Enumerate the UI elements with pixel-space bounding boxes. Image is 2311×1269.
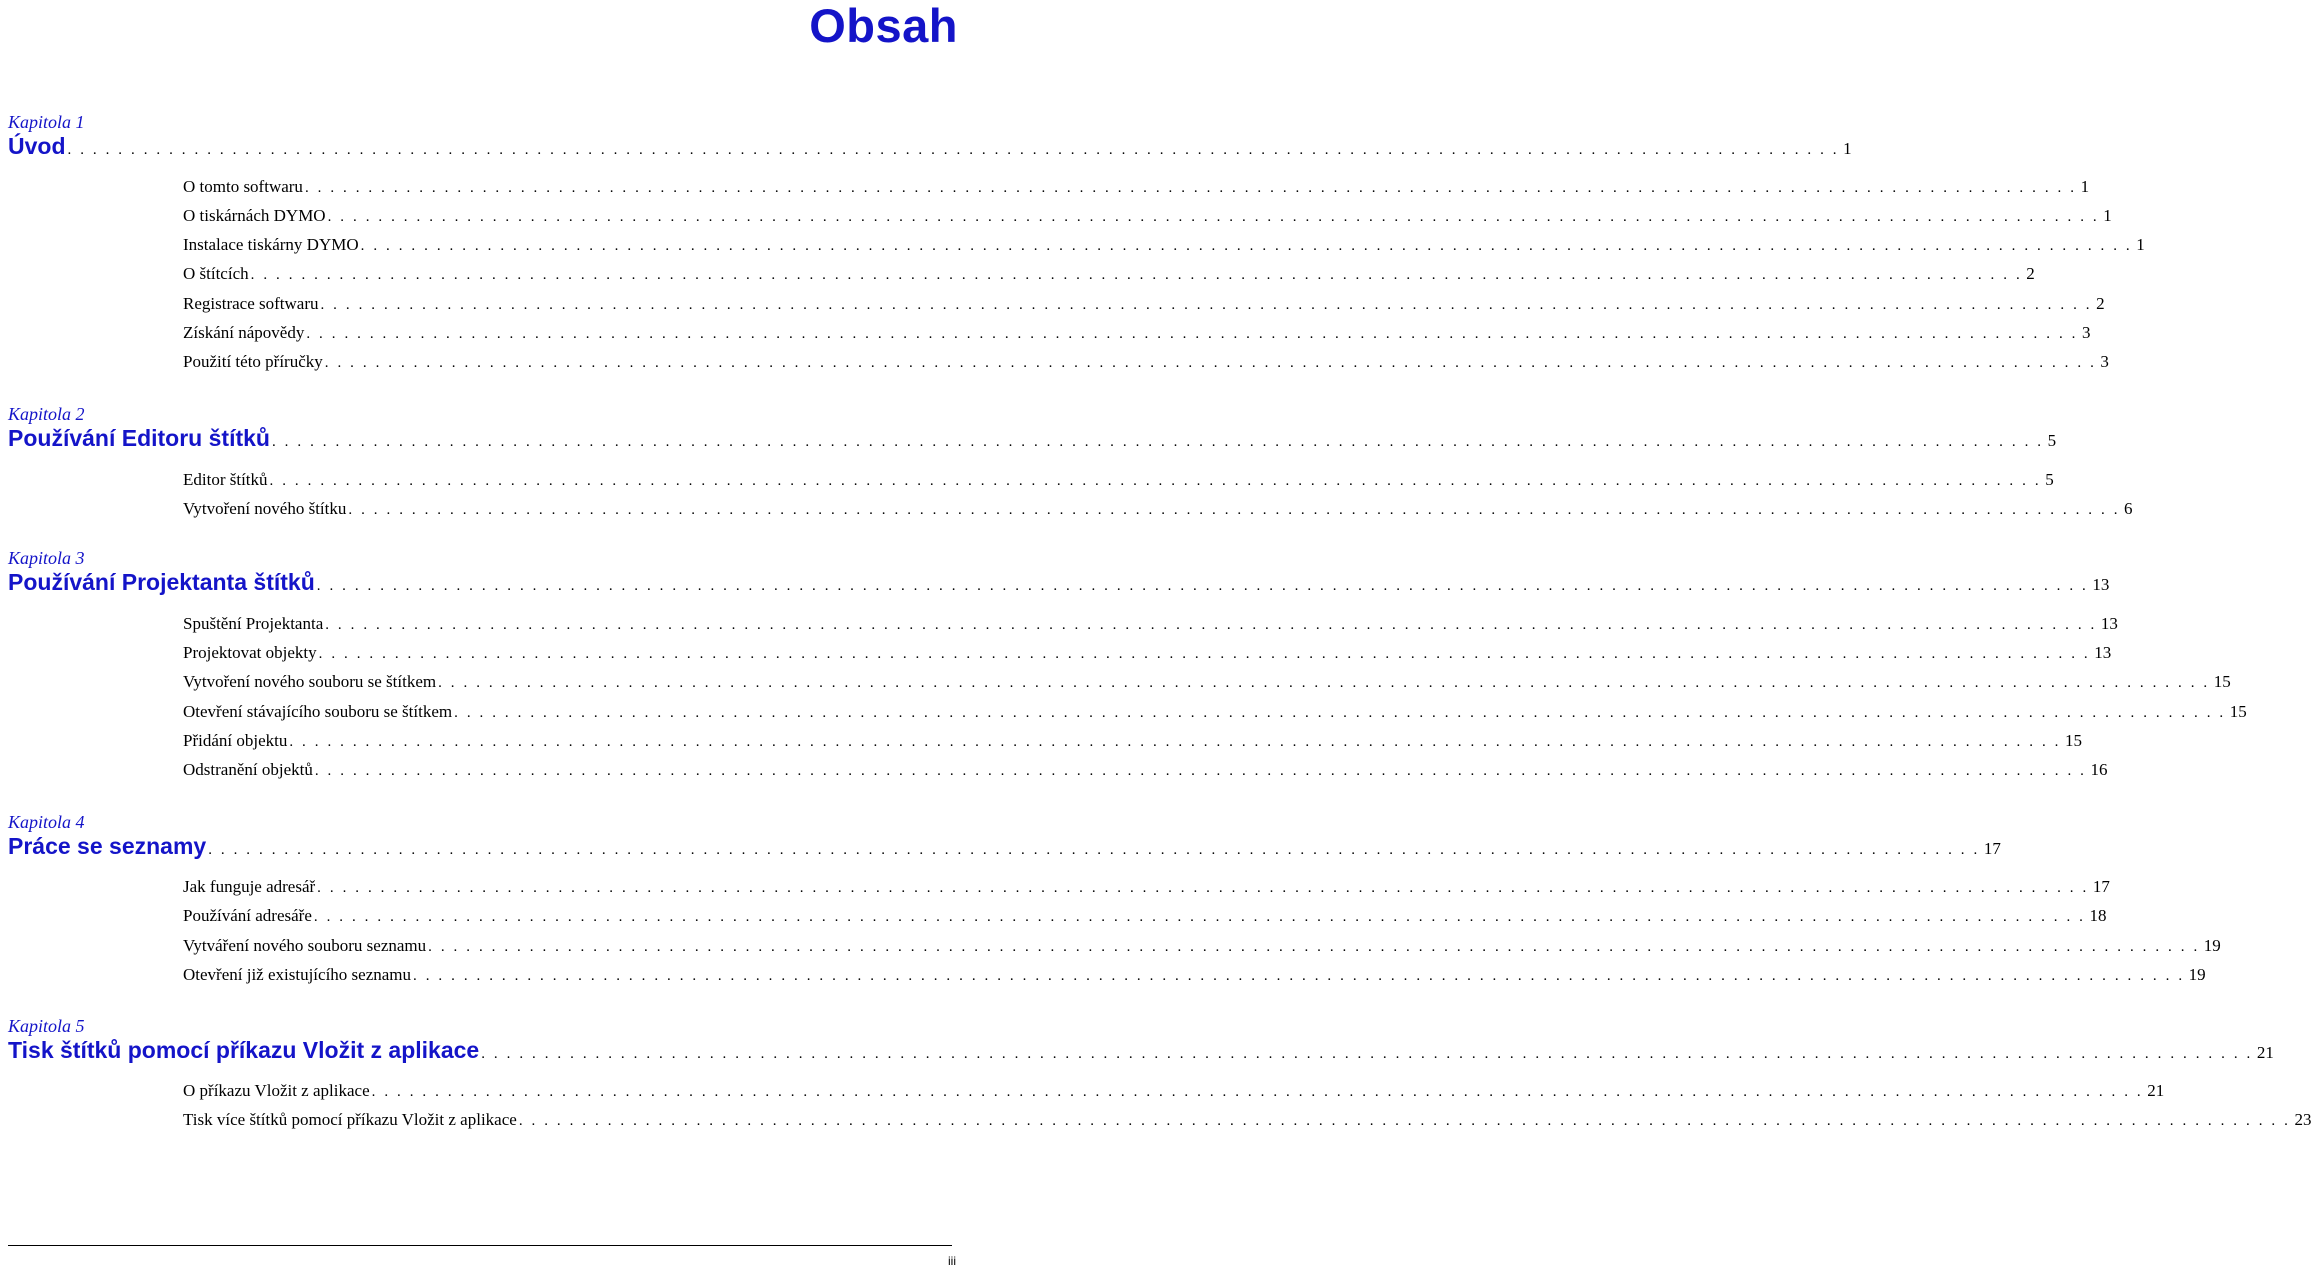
toc-chapter-entry[interactable] [8,1036,2274,1064]
section-page-number: 1 [2136,235,2145,254]
section-page-number: 17 [2092,877,2110,896]
dot-leader: . . . . . . . . . . . . . . . . . . . . . . . . . . . . . . . . . . . . . . . . . . . . . . . . . . . . . . . . . . . . . . . . . . . . . . . . . . . . . . . . . . . . . . . . . . . . . . . . . . . . . . . . . . . . . . . . . . . . . . . . . . . . . . . . . . . . . . . . . . . . [481,1046,2253,1062]
toc-section-entry[interactable] [183,904,2107,928]
chapter-label: Kapitola 3 [8,548,85,568]
section-page-number: 3 [2100,352,2109,371]
section-title: O tiskárnách DYMO [183,206,326,225]
chapter-label: Kapitola 4 [8,812,85,832]
chapter-title: Úvod [8,133,66,159]
section-page-number: 13 [2100,614,2118,633]
section-page-number: 21 [2147,1081,2165,1100]
section-title: Spuštění Projektanta [183,614,324,633]
toc-section-entry[interactable] [183,292,2105,316]
chapter-title: Tisk štítků pomocí příkazu Vložit z aplikace [8,1037,480,1063]
dot-leader: . . . . . . . . . . . . . . . . . . . . . . . . . . . . . . . . . . . . . . . . . . . . . . . . . . . . . . . . . . . . . . . . . . . . . . . . . . . . . . . . . . . . . . . . . . . . . . . . . . . . . . . . . . . . . . . . . . . . . . . . . . . . . . . . . . . . . . . . . . . . [314,763,2087,779]
dot-leader: . . . . . . . . . . . . . . . . . . . . . . . . . . . . . . . . . . . . . . . . . . . . . . . . . . . . . . . . . . . . . . . . . . . . . . . . . . . . . . . . . . . . . . . . . . . . . . . . . . . . . . . . . . . . . . . . . . . . . . . . . . . . . . . . . . . . . . . . . . . . [318,646,2091,662]
dot-leader: . . . . . . . . . . . . . . . . . . . . . . . . . . . . . . . . . . . . . . . . . . . . . . . . . . . . . . . . . . . . . . . . . . . . . . . . . . . . . . . . . . . . . . . . . . . . . . . . . . . . . . . . . . . . . . . . . . . . . . . . . . . . . . . . . . . . . . . . . . . . [250,267,2023,283]
section-title: O štítcích [183,264,249,283]
section-title: O tomto softwaru [183,177,303,196]
dot-leader: . . . . . . . . . . . . . . . . . . . . . . . . . . . . . . . . . . . . . . . . . . . . . . . . . . . . . . . . . . . . . . . . . . . . . . . . . . . . . . . . . . . . . . . . . . . . . . . . . . . . . . . . . . . . . . . . . . . . . . . . . . . . . . . . . . . . . . . . . . . . [208,842,1980,858]
toc-chapter-entry[interactable] [8,424,2057,452]
dot-leader: . . . . . . . . . . . . . . . . . . . . . . . . . . . . . . . . . . . . . . . . . . . . . . . . . . . . . . . . . . . . . . . . . . . . . . . . . . . . . . . . . . . . . . . . . . . . . . . . . . . . . . . . . . . . . . . . . . . . . . . . . . . . . . . . . . . . . . . . . . . . [317,880,2089,896]
chapter-page-number: 17 [1983,839,2001,858]
dot-leader: . . . . . . . . . . . . . . . . . . . . . . . . . . . . . . . . . . . . . . . . . . . . . . . . . . . . . . . . . . . . . . . . . . . . . . . . . . . . . . . . . . . . . . . . . . . . . . . . . . . . . . . . . . . . . . . . . . . . . . . . . . . . . . . . . . . . . . . . . . . . [327,209,2100,225]
section-title: Odstranění objektů [183,760,313,779]
toc-section-entry[interactable] [183,233,2145,257]
chapter-title: Používání Editoru štítků [8,425,270,451]
dot-leader: . . . . . . . . . . . . . . . . . . . . . . . . . . . . . . . . . . . . . . . . . . . . . . . . . . . . . . . . . . . . . . . . . . . . . . . . . . . . . . . . . . . . . . . . . . . . . . . . . . . . . . . . . . . . . . . . . . . . . . . . . . . . . . . . . . . . . . . . . . . . [324,355,2097,371]
section-title: Tisk více štítků pomocí příkazu Vložit z aplikace [183,1110,517,1129]
toc-section-entry[interactable] [183,1108,2311,1132]
toc-section-entry[interactable] [183,468,2054,492]
toc-section-entry[interactable] [183,934,2221,958]
dot-leader: . . . . . . . . . . . . . . . . . . . . . . . . . . . . . . . . . . . . . . . . . . . . . . . . . . . . . . . . . . . . . . . . . . . . . . . . . . . . . . . . . . . . . . . . . . . . . . . . . . . . . . . . . . . . . . . . . . . . . . . . . . . . . . . . . . . . . . . . . . . . [320,297,2093,313]
section-title: Přidání objektu [183,731,288,750]
dot-leader: . . . . . . . . . . . . . . . . . . . . . . . . . . . . . . . . . . . . . . . . . . . . . . . . . . . . . . . . . . . . . . . . . . . . . . . . . . . . . . . . . . . . . . . . . . . . . . . . . . . . . . . . . . . . . . . . . . . . . . . . . . . . . . . . . . . . . . . . . . . . [454,705,2226,721]
section-page-number: 5 [2045,470,2054,489]
dot-leader: . . . . . . . . . . . . . . . . . . . . . . . . . . . . . . . . . . . . . . . . . . . . . . . . . . . . . . . . . . . . . . . . . . . . . . . . . . . . . . . . . . . . . . . . . . . . . . . . . . . . . . . . . . . . . . . . . . . . . . . . . . . . . . . . . . . . . . . . . . . . [413,968,2185,984]
section-page-number: 19 [2188,965,2206,984]
section-page-number: 23 [2294,1110,2311,1129]
section-page-number: 3 [2082,323,2091,342]
chapter-label: Kapitola 5 [8,1016,85,1036]
toc-section-entry[interactable] [183,204,2112,228]
dot-leader: . . . . . . . . . . . . . . . . . . . . . . . . . . . . . . . . . . . . . . . . . . . . . . . . . . . . . . . . . . . . . . . . . . . . . . . . . . . . . . . . . . . . . . . . . . . . . . . . . . . . . . . . . . . . . . . . . . . . . . . . . . . . . . . . . . . . . . . . . . . . [269,473,2042,489]
toc-section-entry[interactable] [183,497,2133,521]
dot-leader: . . . . . . . . . . . . . . . . . . . . . . . . . . . . . . . . . . . . . . . . . . . . . . . . . . . . . . . . . . . . . . . . . . . . . . . . . . . . . . . . . . . . . . . . . . . . . . . . . . . . . . . . . . . . . . . . . . . . . . . . . . . . . . . . . . . . . . . . . . . . [360,238,2133,254]
toc-section-entry[interactable] [183,641,2112,665]
section-page-number: 6 [2124,499,2133,518]
chapter-title: Práce se seznamy [8,833,207,859]
section-page-number: 2 [2096,294,2105,313]
section-page-number: 16 [2090,760,2108,779]
dot-leader: . . . . . . . . . . . . . . . . . . . . . . . . . . . . . . . . . . . . . . . . . . . . . . . . . . . . . . . . . . . . . . . . . . . . . . . . . . . . . . . . . . . . . . . . . . . . . . . . . . . . . . . . . . . . . . . . . . . . . . . . . . . . . . . . . . . . . . . . . . . . [289,734,2062,750]
chapter-label: Kapitola 1 [8,112,85,132]
section-title: O příkazu Vložit z aplikace [183,1081,370,1100]
dot-leader: . . . . . . . . . . . . . . . . . . . . . . . . . . . . . . . . . . . . . . . . . . . . . . . . . . . . . . . . . . . . . . . . . . . . . . . . . . . . . . . . . . . . . . . . . . . . . . . . . . . . . . . . . . . . . . . . . . . . . . . . . . . . . . . . . . . . . . . . . . . . [518,1113,2291,1129]
section-page-number: 13 [2094,643,2112,662]
dot-leader: . . . . . . . . . . . . . . . . . . . . . . . . . . . . . . . . . . . . . . . . . . . . . . . . . . . . . . . . . . . . . . . . . . . . . . . . . . . . . . . . . . . . . . . . . . . . . . . . . . . . . . . . . . . . . . . . . . . . . . . . . . . . . . . . . . . . . . . . . . . . [271,434,2044,450]
section-title: Otevření stávajícího souboru se štítkem [183,702,453,721]
toc-chapter-entry[interactable] [8,568,2110,596]
dot-leader: . . . . . . . . . . . . . . . . . . . . . . . . . . . . . . . . . . . . . . . . . . . . . . . . . . . . . . . . . . . . . . . . . . . . . . . . . . . . . . . . . . . . . . . . . . . . . . . . . . . . . . . . . . . . . . . . . . . . . . . . . . . . . . . . . . . . . . . . . . . . [348,502,2121,518]
section-title: Jak funguje adresář [183,877,316,896]
chapter-page-number: 21 [2256,1043,2274,1062]
chapter-title: Používání Projektanta štítků [8,569,315,595]
section-page-number: 15 [2213,672,2231,691]
section-title: Vytvoření nového souboru se štítkem [183,672,437,691]
section-page-number: 1 [2103,206,2112,225]
dot-leader: . . . . . . . . . . . . . . . . . . . . . . . . . . . . . . . . . . . . . . . . . . . . . . . . . . . . . . . . . . . . . . . . . . . . . . . . . . . . . . . . . . . . . . . . . . . . . . . . . . . . . . . . . . . . . . . . . . . . . . . . . . . . . . . . . . . . . . . . . . . . [306,326,2078,342]
section-page-number: 1 [2080,177,2090,196]
toc-section-entry[interactable] [183,175,2090,199]
toc-chapter-entry[interactable] [8,832,2001,860]
section-title: Použití této příručky [183,352,323,371]
section-title: Registrace softwaru [183,294,319,313]
chapter-page-number: 5 [2047,431,2057,450]
dot-leader: . . . . . . . . . . . . . . . . . . . . . . . . . . . . . . . . . . . . . . . . . . . . . . . . . . . . . . . . . . . . . . . . . . . . . . . . . . . . . . . . . . . . . . . . . . . . . . . . . . . . . . . . . . . . . . . . . . . . . . . . . . . . . . . . . . . . . . . . . . . . [304,180,2077,196]
toc-section-entry[interactable] [183,670,2231,694]
section-title: Otevření již existujícího seznamu [183,965,412,984]
toc-section-entry[interactable] [183,612,2118,636]
toc-section-entry[interactable] [183,729,2083,753]
dot-leader: . . . . . . . . . . . . . . . . . . . . . . . . . . . . . . . . . . . . . . . . . . . . . . . . . . . . . . . . . . . . . . . . . . . . . . . . . . . . . . . . . . . . . . . . . . . . . . . . . . . . . . . . . . . . . . . . . . . . . . . . . . . . . . . . . . . . . . . . . . . . [316,578,2089,594]
toc-section-entry[interactable] [183,758,2108,782]
toc-section-entry[interactable] [183,321,2091,345]
toc-section-entry[interactable] [183,262,2035,286]
section-title: Vytváření nového souboru seznamu [183,936,427,955]
section-page-number: 15 [2229,702,2247,721]
section-title: Projektovat objekty [183,643,317,662]
page-number: iii [948,1254,956,1268]
toc-section-entry[interactable] [183,963,2206,987]
dot-leader: . . . . . . . . . . . . . . . . . . . . . . . . . . . . . . . . . . . . . . . . . . . . . . . . . . . . . . . . . . . . . . . . . . . . . . . . . . . . . . . . . . . . . . . . . . . . . . . . . . . . . . . . . . . . . . . . . . . . . . . . . . . . . . . . . . . . . . . . . . . . [67,142,1840,158]
toc-chapter-entry[interactable] [8,132,1852,160]
chapter-page-number: 1 [1843,139,1852,158]
section-page-number: 19 [2203,936,2221,955]
toc-section-entry[interactable] [183,700,2247,724]
dot-leader: . . . . . . . . . . . . . . . . . . . . . . . . . . . . . . . . . . . . . . . . . . . . . . . . . . . . . . . . . . . . . . . . . . . . . . . . . . . . . . . . . . . . . . . . . . . . . . . . . . . . . . . . . . . . . . . . . . . . . . . . . . . . . . . . . . . . . . . . . . . . [428,939,2200,955]
section-page-number: 2 [2026,264,2035,283]
section-title: Vytvoření nového štítku [183,499,347,518]
section-title: Instalace tiskárny DYMO [183,235,359,254]
page-title: Obsah [809,0,958,52]
section-title: Editor štítků [183,470,268,489]
toc-section-entry[interactable] [183,350,2109,374]
toc-section-entry[interactable] [183,1079,2165,1103]
toc-section-entry[interactable] [183,875,2110,899]
section-page-number: 18 [2089,906,2107,925]
chapter-page-number: 13 [2092,575,2110,594]
dot-leader: . . . . . . . . . . . . . . . . . . . . . . . . . . . . . . . . . . . . . . . . . . . . . . . . . . . . . . . . . . . . . . . . . . . . . . . . . . . . . . . . . . . . . . . . . . . . . . . . . . . . . . . . . . . . . . . . . . . . . . . . . . . . . . . . . . . . . . . . . . . . [371,1084,2144,1100]
dot-leader: . . . . . . . . . . . . . . . . . . . . . . . . . . . . . . . . . . . . . . . . . . . . . . . . . . . . . . . . . . . . . . . . . . . . . . . . . . . . . . . . . . . . . . . . . . . . . . . . . . . . . . . . . . . . . . . . . . . . . . . . . . . . . . . . . . . . . . . . . . . . [313,909,2086,925]
dot-leader: . . . . . . . . . . . . . . . . . . . . . . . . . . . . . . . . . . . . . . . . . . . . . . . . . . . . . . . . . . . . . . . . . . . . . . . . . . . . . . . . . . . . . . . . . . . . . . . . . . . . . . . . . . . . . . . . . . . . . . . . . . . . . . . . . . . . . . . . . . . . [325,617,2097,633]
chapter-label: Kapitola 2 [8,404,85,424]
section-page-number: 15 [2065,731,2083,750]
dot-leader: . . . . . . . . . . . . . . . . . . . . . . . . . . . . . . . . . . . . . . . . . . . . . . . . . . . . . . . . . . . . . . . . . . . . . . . . . . . . . . . . . . . . . . . . . . . . . . . . . . . . . . . . . . . . . . . . . . . . . . . . . . . . . . . . . . . . . . . . . . . . [438,675,2210,691]
section-title: Získání nápovědy [183,323,305,342]
section-title: Používání adresáře [183,906,312,925]
footer-rule [8,1245,952,1246]
